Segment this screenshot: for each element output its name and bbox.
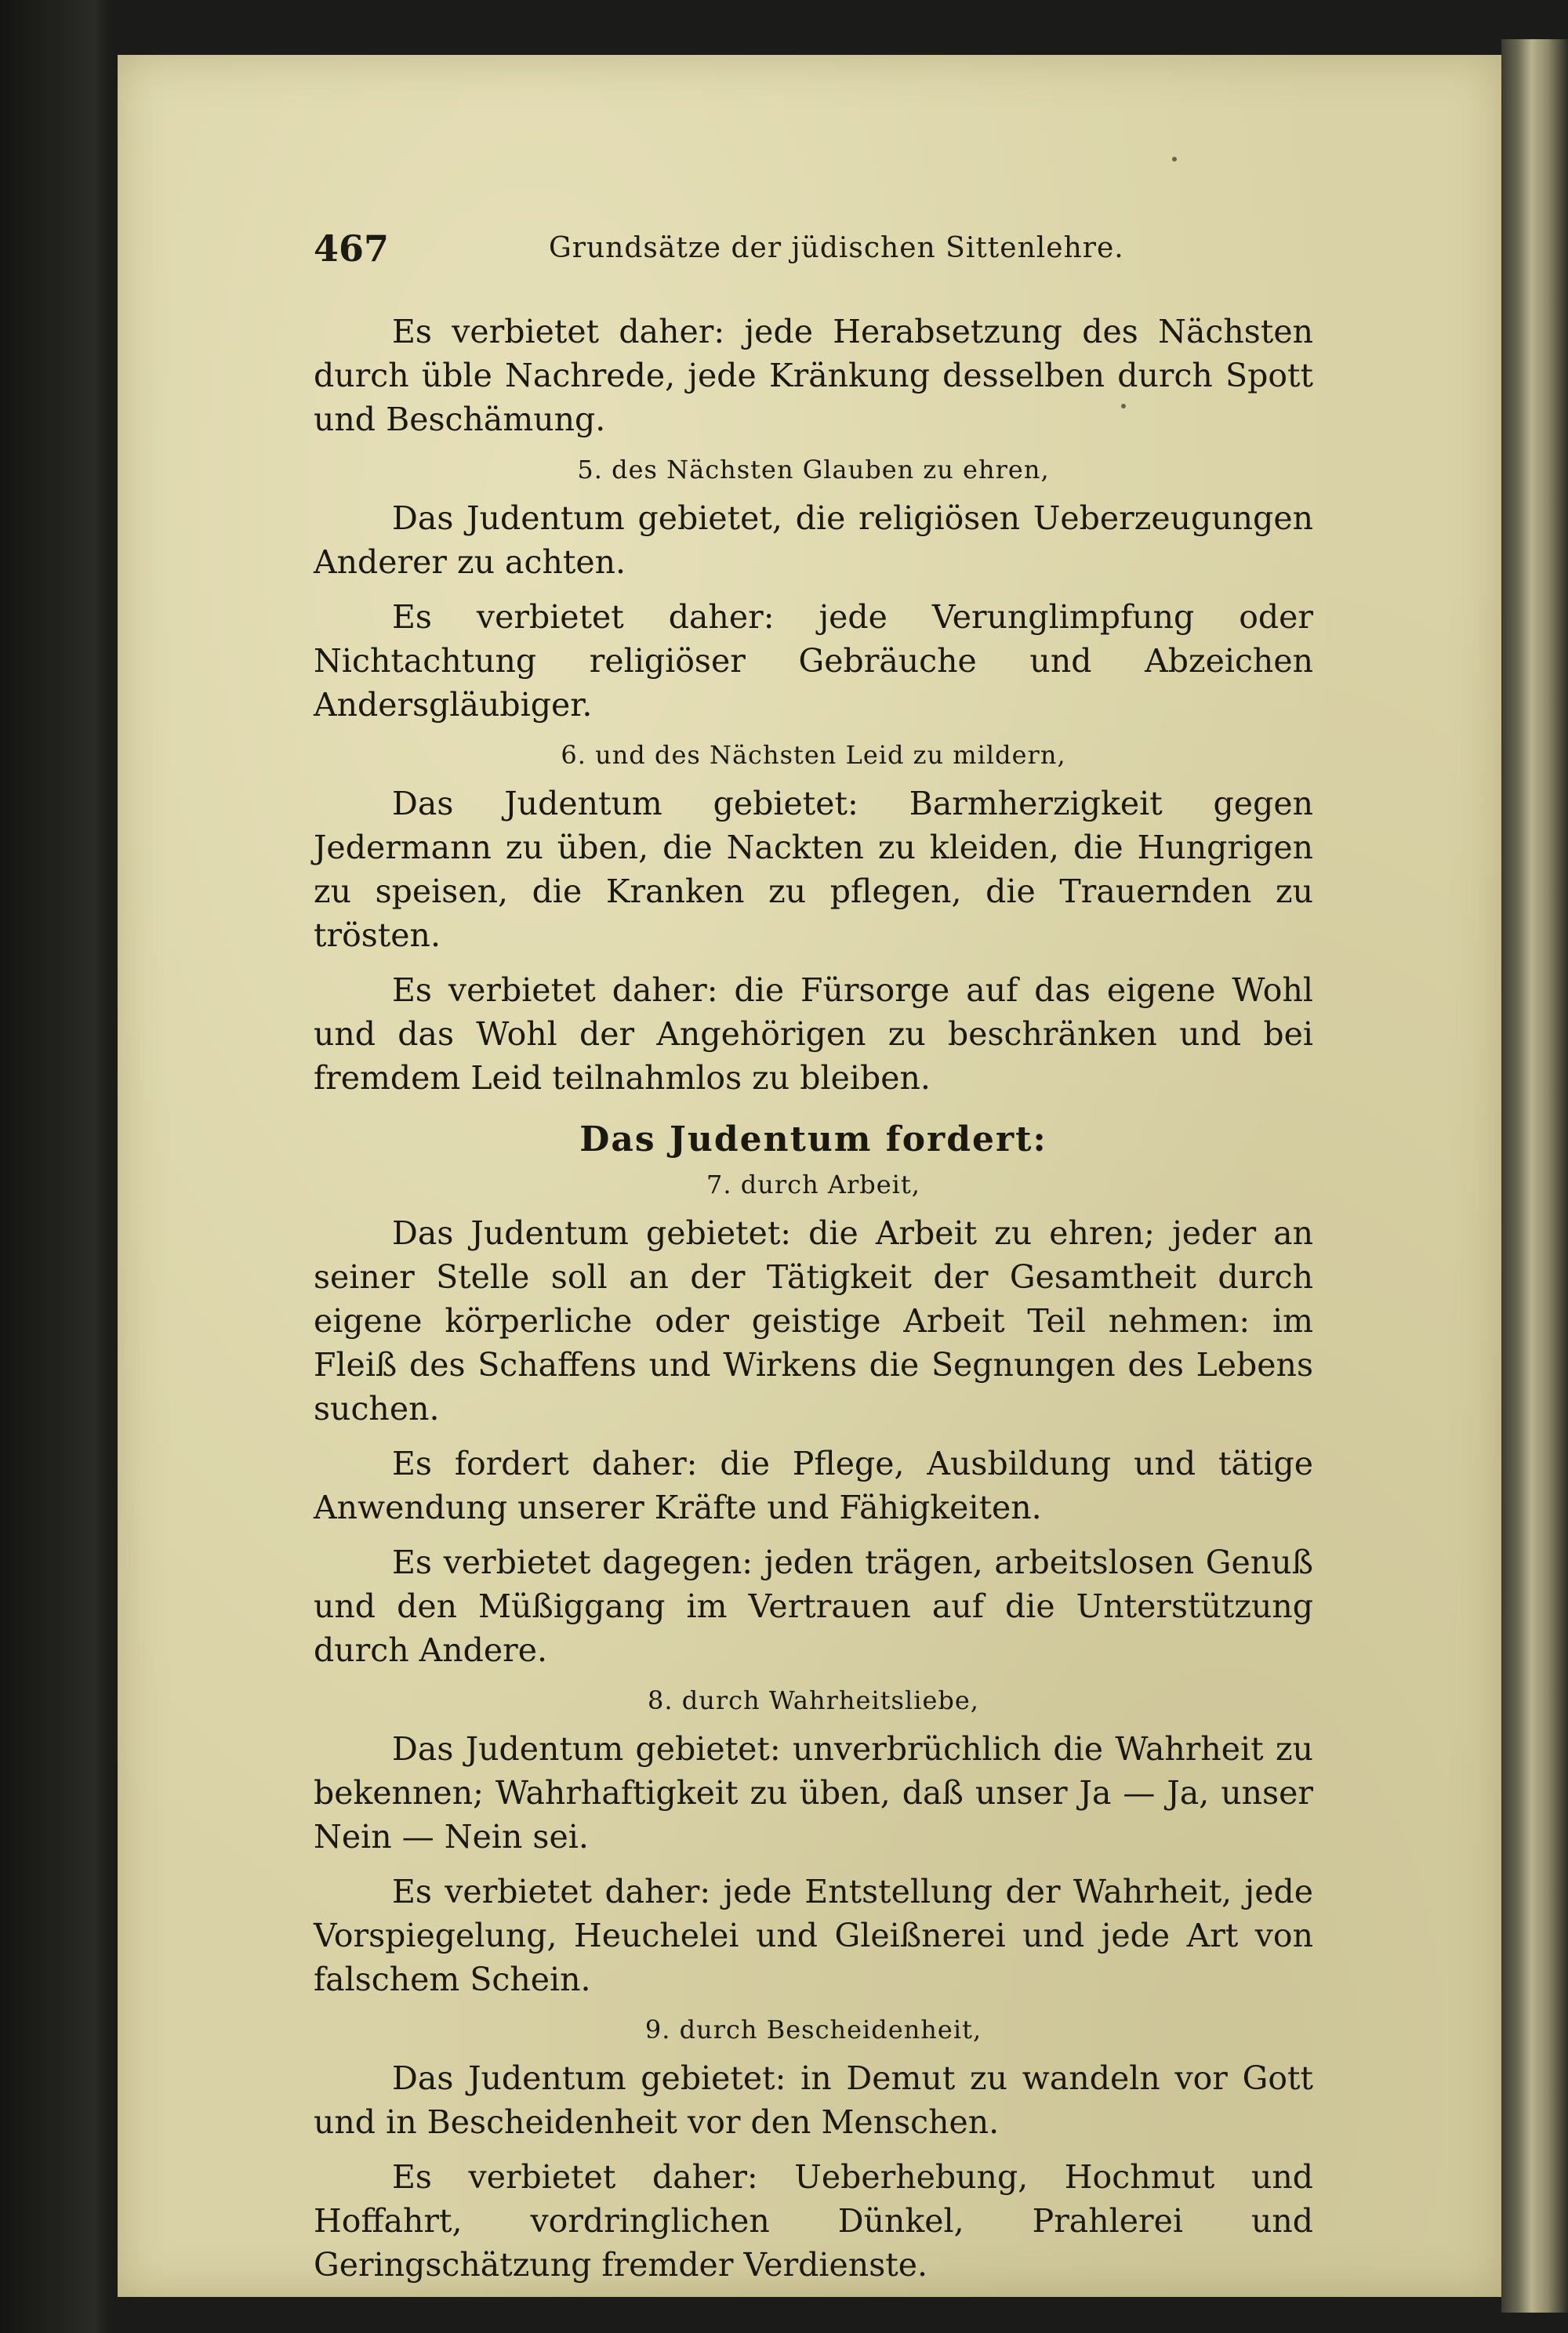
paper-speck [1172, 157, 1177, 161]
paragraph: Das Judentum gebietet, die religiösen Ueberzeugungen Anderer zu achten. [314, 499, 1313, 581]
paragraph: Es verbietet daher: Ueberhebung, Hochmut und Hoffahrt, vordringlichen Dünkel, Prahlerei und Geringschätzung fremder Verdienste. [314, 2158, 1313, 2284]
paragraph: Das Judentum gebietet: die Arbeit zu ehren; jeder an seiner Stelle soll an der Tätigkeit der Gesamtheit durch eigene körperliche oder geistige Arbeit Teil nehmen: im Fleiß des Schaffens und Wirkens die Segnungen des Lebens suchen. [314, 1214, 1313, 1428]
numbered-subheading: 5. des Nächsten Glauben zu ehren, [577, 455, 1050, 484]
next-page-edge [1501, 39, 1568, 2313]
paragraph: Es verbietet daher: jede Entstellung der Wahrheit, jede Vorspiegelung, Heuchelei und Gleißnerei und jede Art von falschem Schein. [314, 1873, 1313, 1998]
numbered-subheading: 9. durch Bescheidenheit, [644, 2015, 982, 2045]
paragraph: Es verbietet daher: jede Herabsetzung des Nächsten durch üble Nachrede, jede Kränkung desselben durch Spott und Beschämung. [314, 313, 1313, 438]
paragraph: Das Judentum gebietet: unverbrüchlich die Wahrheit zu bekennen; Wahrhaftigkeit zu üben, daß unser Ja — Ja, unser Nein — Nein sei. [314, 1730, 1313, 1856]
paragraph: Es fordert daher: die Pflege, Ausbildung und tätige Anwendung unserer Kräfte und Fähigkeiten. [314, 1445, 1313, 1526]
numbered-subheading: 6. und des Nächsten Leid zu mildern, [561, 740, 1066, 770]
paragraph: Es verbietet daher: jede Verunglimpfung oder Nichtachtung religiöser Gebräuche und Abzeichen Andersgläubiger. [314, 598, 1313, 724]
page-body [314, 310, 1313, 2298]
page-number: 467 [314, 227, 390, 270]
paragraph: Das Judentum gebietet: in Demut zu wandeln vor Gott und in Bescheidenheit vor den Menschen. [314, 2059, 1313, 2141]
numbered-subheading: 8. durch Wahrheitsliebe, [648, 1685, 979, 1715]
paragraph: Es verbietet dagegen: jeden trägen, arbeitslosen Genuß und den Müßiggang im Vertrauen auf die Unterstützung durch Andere. [314, 1544, 1313, 1669]
paragraph: Es verbietet daher: die Fürsorge auf das eigene Wohl und das Wohl der Angehörigen zu beschränken und bei fremdem Leid teilnahmlos zu bleiben. [314, 971, 1313, 1097]
page-header [314, 227, 1490, 290]
paragraph: Das Judentum gebietet: Barmherzigkeit gegen Jedermann zu üben, die Nackten zu kleiden, die Hungrigen zu speisen, die Kranken zu pflegen, die Trauernden zu trösten. [314, 785, 1313, 954]
numbered-subheading: 7. durch Arbeit, [706, 1170, 920, 1199]
section-heading: Das Judentum fordert: [579, 1119, 1047, 1159]
running-title: Grundsätze der jüdischen Sittenlehre. [549, 232, 1124, 264]
